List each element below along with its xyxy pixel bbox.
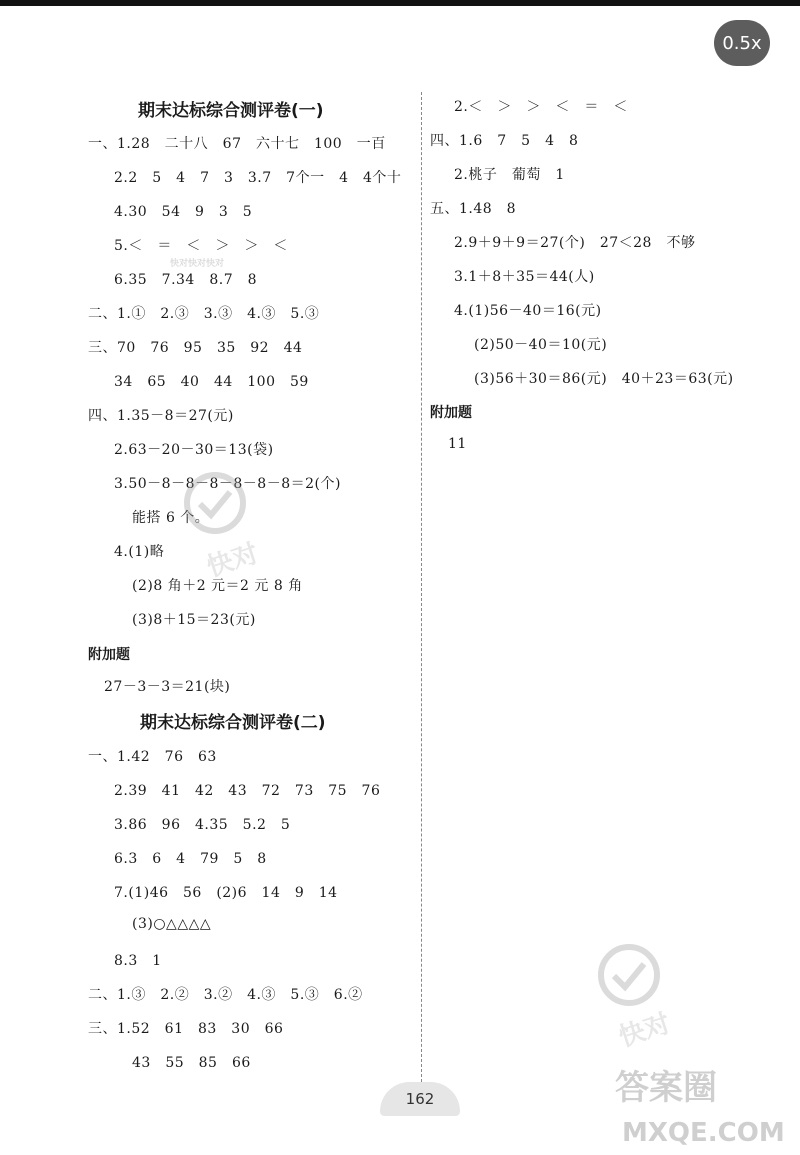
answer-line: 五、1.48 8 <box>430 201 517 217</box>
answer-line: 43 55 85 66 <box>132 1055 251 1071</box>
extra-answer: 27－3－3＝21(块) <box>104 679 231 695</box>
answer-line: 三、70 76 95 35 92 44 <box>88 340 303 356</box>
playback-speed-button[interactable]: 0.5x <box>714 20 770 66</box>
answer-line: 2.9＋9＋9＝27(个) 27＜28 不够 <box>454 235 696 251</box>
answer-line: (3)8＋15＝23(元) <box>132 612 256 628</box>
check-circle-icon <box>180 468 250 538</box>
answer-line: 6.35 7.34 8.7 8 <box>114 272 258 288</box>
answer-line: (3)○△△△△ <box>132 916 212 932</box>
exam-title-1: 期末达标综合测评卷(一) <box>138 101 324 121</box>
answer-line: (2)8 角＋2 元＝2 元 8 角 <box>132 578 303 594</box>
kuaidui-logo-watermark <box>594 940 664 1014</box>
check-circle-icon <box>594 940 664 1010</box>
answer-line: 3.86 96 4.35 5.2 5 <box>114 817 291 833</box>
answer-line: 一、1.28 二十八 67 六十七 100 一百 <box>88 136 386 152</box>
column-divider <box>421 92 422 1082</box>
top-bar <box>0 0 800 6</box>
answer-line: 8.3 1 <box>114 953 162 969</box>
answer-line: 4.(1)56－40＝16(元) <box>454 303 602 319</box>
answer-line: 四、1.6 7 5 4 8 <box>430 133 579 149</box>
answer-line: 3.50－8－8－8－8－8－8＝2(个) <box>114 476 341 492</box>
answer-line: 4.30 54 9 3 5 <box>114 204 253 220</box>
answer-line: 一、1.42 76 63 <box>88 749 217 765</box>
answer-line: 34 65 40 44 100 59 <box>114 374 309 390</box>
extra-question-label: 附加题 <box>88 647 130 663</box>
kuaidui-text-watermark: 快对 <box>203 538 263 584</box>
answer-line: 2.2 5 4 7 3 3.7 7个一 4 4个十 <box>114 170 402 186</box>
answer-line: 2.桃子 葡萄 1 <box>454 167 565 183</box>
answer-line: 2.63－20－30＝13(袋) <box>114 442 274 458</box>
small-watermark-text: 快对快对快对 <box>170 259 225 269</box>
answer-line: 6.3 6 4 79 5 8 <box>114 851 267 867</box>
answer-line: 能搭 6 个。 <box>132 510 210 526</box>
answer-line: 四、1.35－8＝27(元) <box>88 408 234 424</box>
kuaidui-logo-watermark <box>180 468 250 542</box>
answer-line: 二、1.③ 2.② 3.② 4.③ 5.③ 6.② <box>88 987 363 1003</box>
answer-line: 2.＜ ＞ ＞ ＜ ＝ ＜ <box>454 99 628 115</box>
answer-line: 二、1.① 2.③ 3.③ 4.③ 5.③ <box>88 306 320 322</box>
kuaidui-text-watermark: 快对 <box>615 1008 675 1054</box>
answer-line: 2.39 41 42 43 72 73 75 76 <box>114 783 381 799</box>
answer-line: 5.＜ ＝ ＜ ＞ ＞ ＜ <box>114 238 288 254</box>
exam-title-2: 期末达标综合测评卷(二) <box>140 713 326 733</box>
site-watermark-top: 答案圈 <box>615 1068 717 1108</box>
site-watermark: MXQE.COM <box>622 1118 785 1148</box>
page-number: 162 <box>380 1082 460 1116</box>
answer-line: 3.1＋8＋35＝44(人) <box>454 269 595 285</box>
answer-line: 4.(1)略 <box>114 544 165 560</box>
extra-question-label: 附加题 <box>430 405 472 421</box>
answer-line: (2)50－40＝10(元) <box>474 337 608 353</box>
answer-line: 7.(1)46 56 (2)6 14 9 14 <box>114 885 338 901</box>
extra-answer: 11 <box>448 436 467 452</box>
answer-line: 三、1.52 61 83 30 66 <box>88 1021 284 1037</box>
answer-line: (3)56＋30＝86(元) 40＋23＝63(元) <box>474 371 734 387</box>
